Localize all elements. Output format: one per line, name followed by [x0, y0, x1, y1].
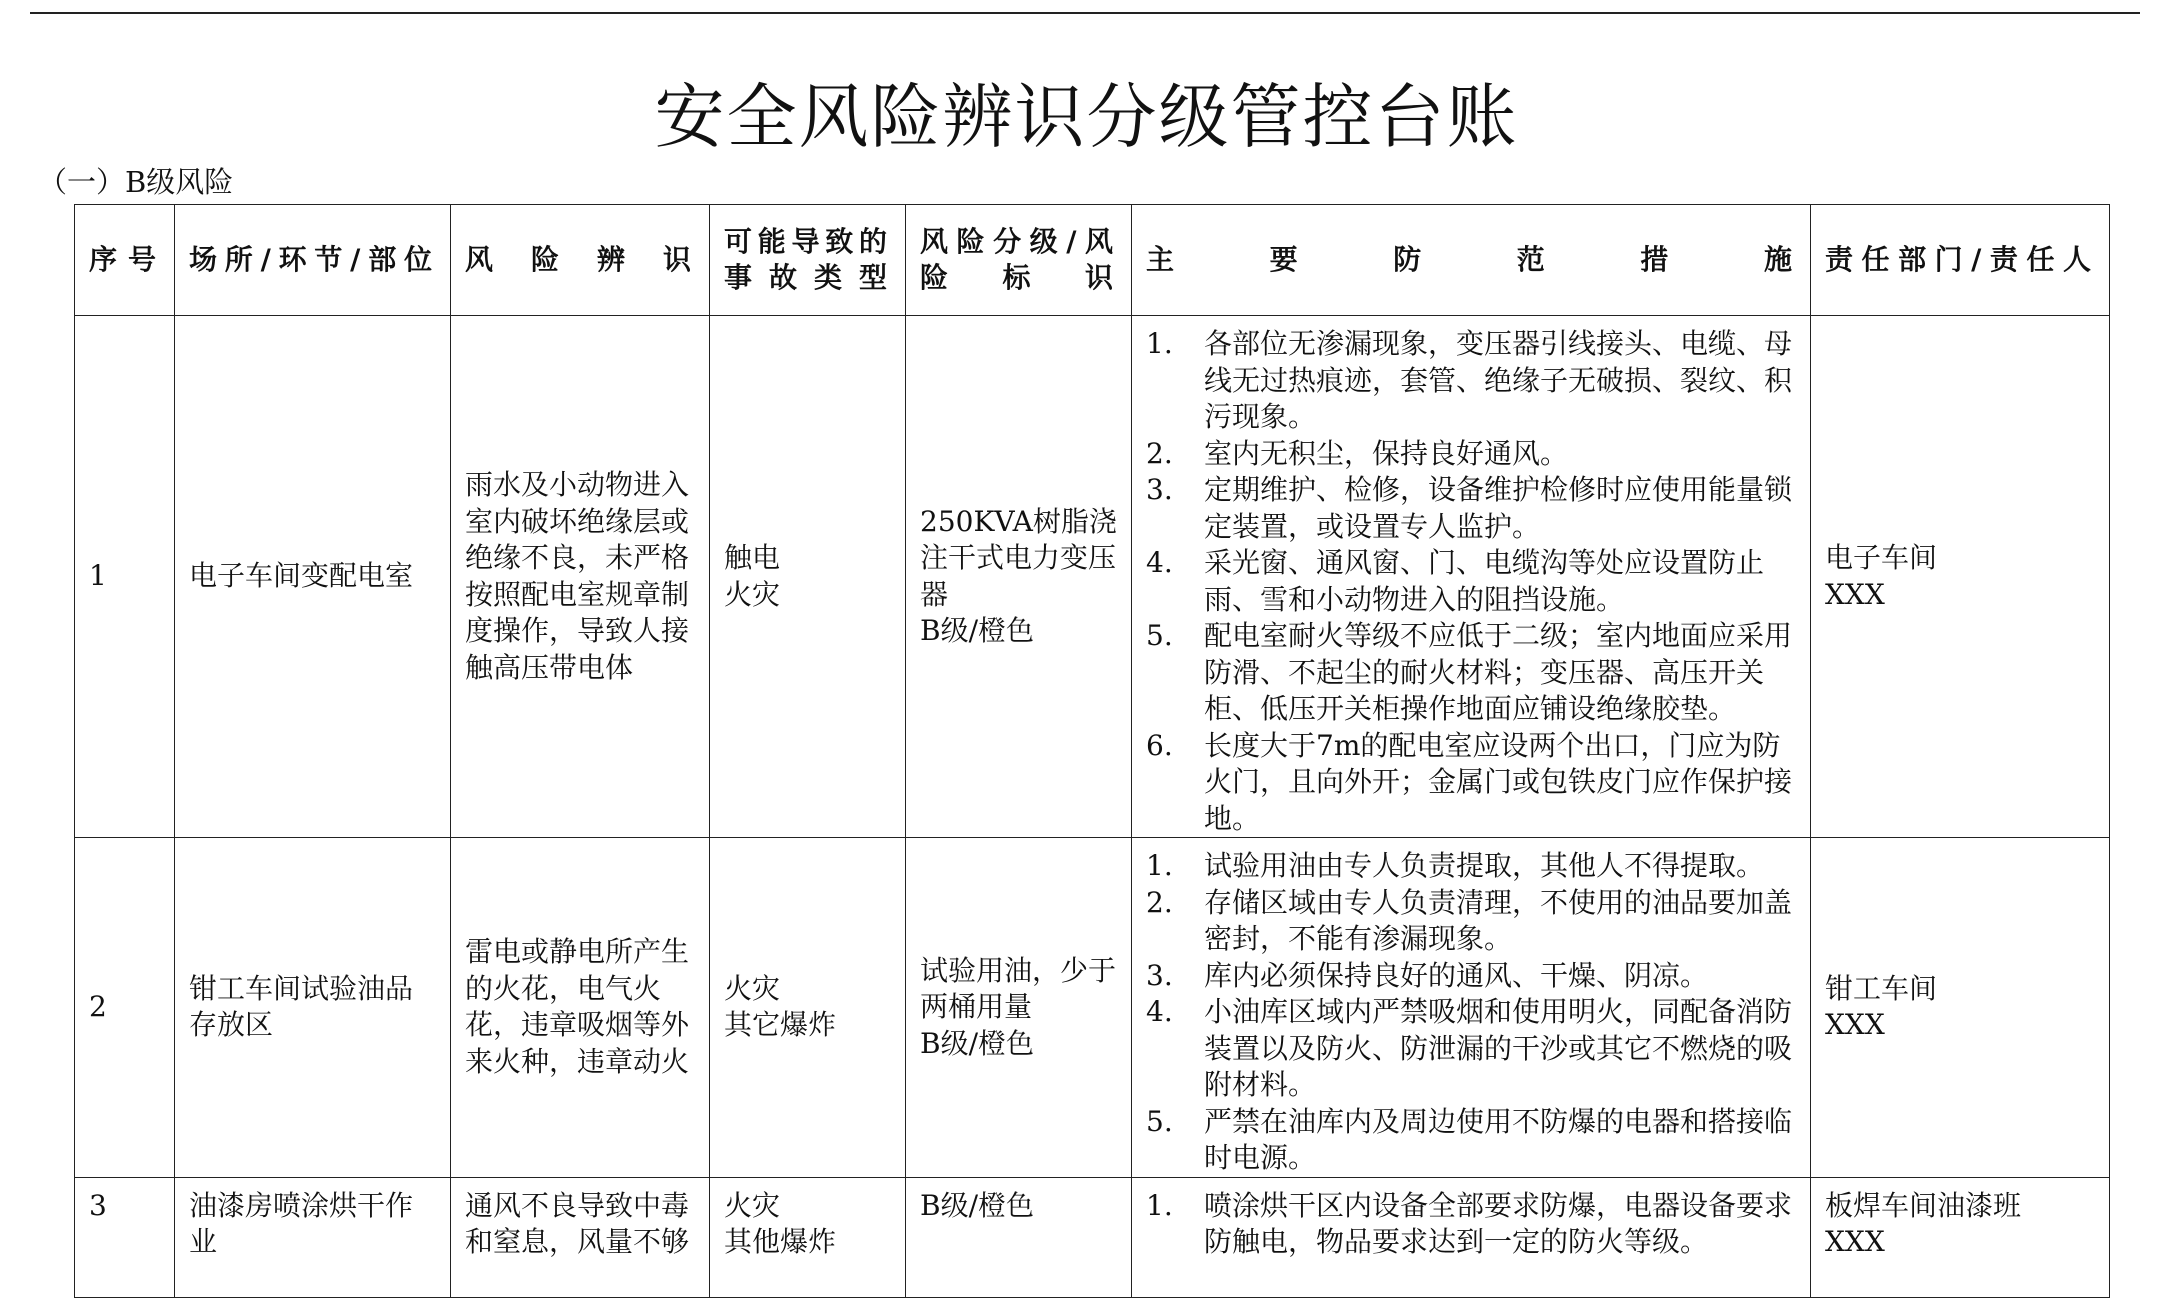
cell-grade: B级/橙色 [906, 1177, 1132, 1297]
list-item: 1. 各部位无渗漏现象，变压器引线接头、电缆、母线无过热痕迹，套管、绝缘子无破损、裂纹、积污现象。 [1146, 327, 1793, 433]
header-seq: 序号 [75, 205, 175, 316]
cell-accident: 火灾 其它爆炸 [710, 838, 906, 1178]
risk-ledger-table [74, 204, 2110, 1298]
cell-place: 电子车间变配电室 [175, 316, 451, 838]
cell-accident: 火灾 其他爆炸 [710, 1177, 906, 1297]
cell-measures [1132, 316, 1811, 838]
list-item: 6. 长度大于7m的配电室应设两个出口，门应为防火门，且向外开；金属门或包铁皮门应作保护接地。 [1146, 728, 1793, 835]
header-grade: 风险分级/风险标识 [906, 205, 1132, 316]
list-item: 5. 配电室耐火等级不应低于二级；室内地面应采用防滑、不起尘的耐火材料；变压器、高压开关柜、低压开关柜操作地面应铺设绝缘胶垫。 [1146, 619, 1793, 725]
list-item: 4. 采光窗、通风窗、门、电缆沟等处应设置防止雨、雪和小动物进入的阻挡设施。 [1146, 546, 1765, 616]
list-item: 1. 喷涂烘干区内设备全部要求防爆，电器设备要求防触电，物品要求达到一定的防火等级。 [1146, 1188, 1793, 1258]
header-place: 场所/环节/部位 [175, 205, 451, 316]
list-item: 3. 库内必须保持良好的通风、干燥、阴凉。 [1146, 958, 1709, 992]
header-owner: 责任部门/责任人 [1811, 205, 2110, 316]
section-heading: （一）B级风险 [38, 165, 234, 199]
cell-seq: 3 [75, 1177, 175, 1297]
cell-measures [1132, 838, 1811, 1178]
cell-place: 油漆房喷涂烘干作业 [175, 1177, 451, 1297]
cell-grade: 250KVA树脂浇注干式电力变压器 B级/橙色 [906, 316, 1132, 838]
cell-grade: 试验用油，少于两桶用量 B级/橙色 [906, 838, 1132, 1178]
cell-risk: 通风不良导致中毒和窒息，风量不够 [451, 1177, 710, 1297]
list-item: 2. 室内无积尘，保持良好通风。 [1146, 436, 1569, 470]
list-item: 5. 严禁在油库内及周边使用不防爆的电器和搭接临时电源。 [1146, 1104, 1793, 1174]
page-title: 安全风险辨识分级管控台账 [654, 76, 1519, 158]
cell-place: 钳工车间试验油品存放区 [175, 838, 451, 1178]
cell-owner: 钳工车间 XXX [1811, 838, 2110, 1178]
cell-accident: 触电 火灾 [710, 316, 906, 838]
list-item: 3. 定期维护、检修，设备维护检修时应使用能量锁定装置，或设置专人监护。 [1146, 473, 1793, 543]
header-measures: 主要防范措施 [1132, 205, 1811, 316]
cell-risk: 雨水及小动物进入室内破坏绝缘层或绝缘不良，未严格按照配电室规章制度操作，导致人接触高压带电体 [451, 316, 710, 838]
cell-risk: 雷电或静电所产生的火花，电气火花，违章吸烟等外来火种，违章动火 [451, 838, 710, 1178]
list-item: 4. 小油库区域内严禁吸烟和使用明火，同配备消防装置以及防火、防泄漏的干沙或其它不燃烧的吸附材料。 [1146, 995, 1793, 1101]
cell-owner: 电子车间 XXX [1811, 316, 2110, 838]
table-row [75, 316, 2110, 838]
cell-measures [1132, 1177, 1811, 1297]
table-row [75, 1177, 2110, 1297]
table-row [75, 838, 2110, 1178]
list-item: 1. 试验用油由专人负责提取，其他人不得提取。 [1146, 849, 1765, 882]
header-rule [30, 12, 2140, 14]
header-accident: 可能导致的事故类型 [710, 205, 906, 316]
cell-seq: 1 [75, 316, 175, 838]
cell-seq: 2 [75, 838, 175, 1178]
cell-owner: 板焊车间油漆班 XXX [1811, 1177, 2110, 1297]
header-risk: 风险辨识 [451, 205, 710, 316]
table-header-row [75, 205, 2110, 316]
list-item: 2. 存储区域由专人负责清理，不使用的油品要加盖密封，不能有渗漏现象。 [1146, 885, 1793, 955]
